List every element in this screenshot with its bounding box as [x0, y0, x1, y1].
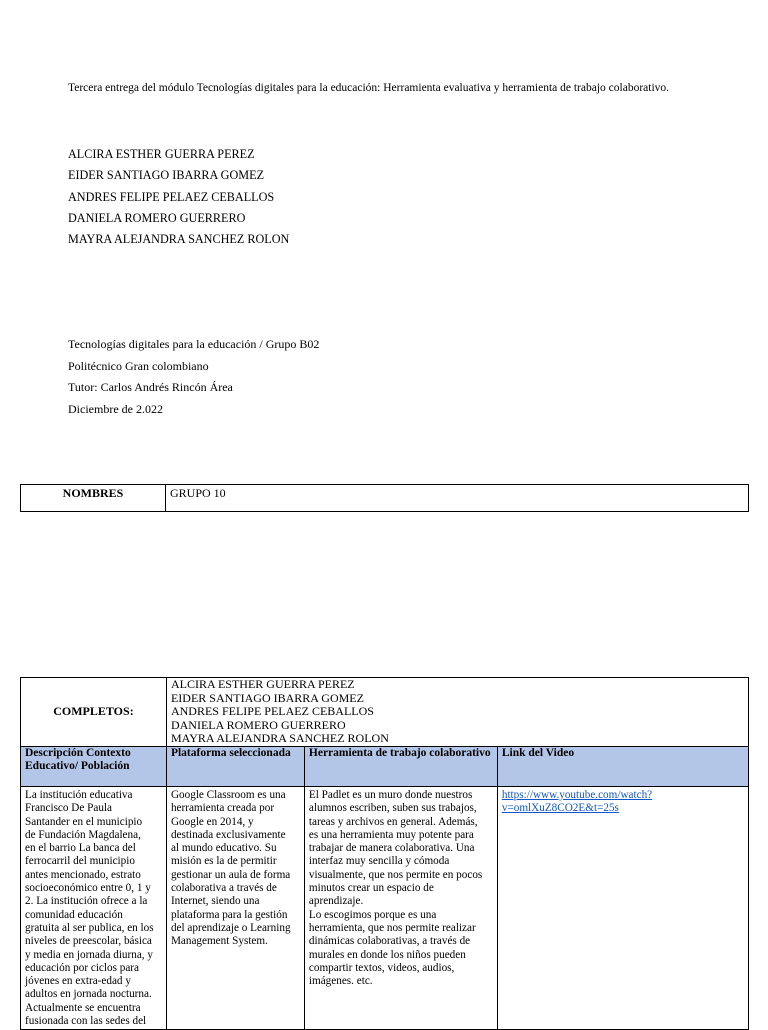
context-line: socioeconómico entre 0, 1 y [25, 882, 151, 895]
author-name: ALCIRA ESTHER GUERRA PEREZ [68, 147, 255, 161]
names-label: NOMBRES [21, 485, 166, 512]
table-row [21, 786, 749, 1029]
platform-line: Google Classroom es una [170, 788, 286, 801]
institution-name: Politécnico Gran colombiano [68, 358, 209, 373]
tool-cell [304, 786, 497, 1029]
context-line: Actualmente se encuentra [25, 1001, 141, 1014]
tool-line: dinámicas colaborativas, a través de [308, 935, 471, 948]
tool-line: compartir textos, videos, audios, [308, 961, 455, 974]
group-value: GRUPO 10 [166, 485, 749, 512]
header-tool: Herramienta de trabajo colaborativo [304, 746, 497, 786]
video-link-cell [497, 786, 748, 1029]
document-date: Diciembre de 2.022 [68, 401, 163, 416]
member-name: MAYRA ALEJANDRA SANCHEZ ROLON [170, 731, 389, 746]
context-line: educación por ciclos para [25, 961, 139, 974]
context-line: La institución educativa [25, 788, 133, 801]
tool-line: alumnos escriben, suben sus trabajos, [308, 802, 477, 815]
video-link-line: https://www.youtube.com/watch? [501, 788, 653, 801]
platform-line: Internet, siendo una [170, 895, 260, 908]
tool-line: aprendizaje. [308, 895, 364, 908]
tool-line: El Padlet es un muro donde nuestros [308, 788, 473, 801]
platform-line: Google en 2014, y [170, 815, 254, 828]
context-line: Francisco De Paula [25, 802, 112, 815]
video-link[interactable] [502, 789, 744, 816]
members-cell [166, 678, 748, 747]
table-header-row [21, 746, 749, 786]
context-line: fusionada con las sedes del [25, 1015, 147, 1028]
context-line: de Fundación Magdalena, [25, 828, 141, 841]
author-name: ANDRES FELIPE PELAEZ CEBALLOS [68, 189, 275, 204]
platform-line: misión es la de permitir [170, 855, 277, 868]
tool-line: murales en donde los niños pueden [308, 948, 466, 961]
platform-line: Management System. [170, 935, 268, 948]
author-name: EIDER SANTIAGO IBARRA GOMEZ [68, 168, 265, 183]
author-name: DANIELA ROMERO GUERRERO [68, 210, 246, 225]
context-line: y media en jornada diurna, y [25, 948, 153, 961]
member-name: EIDER SANTIAGO IBARRA GOMEZ [170, 690, 364, 705]
course-name: Tecnologías digitales para la educación / Grupo B02 [68, 337, 320, 351]
group-names-table [20, 484, 749, 512]
platform-line: destinada exclusivamente [170, 828, 286, 841]
platform-line: herramienta creada por [170, 802, 275, 815]
tool-line: visualmente, que nos permite en pocos [308, 868, 483, 881]
tutor-name: Tutor: Carlos Andrés Rincón Área [68, 380, 233, 394]
context-line: 2. La institución ofrece a la [25, 895, 148, 908]
completos-label: COMPLETOS: [21, 678, 167, 747]
context-line: en el barrio La banca del [25, 842, 136, 855]
context-line: Santander en el municipio [25, 815, 143, 828]
tool-line: herramienta, que nos permite realizar [308, 921, 476, 934]
document-title: Tercera entrega del módulo Tecnologías digitales para la educación: Herramienta evaluativa y herramienta de trabajo colaborativo. [68, 82, 670, 94]
header-video-link: Link del Video [497, 746, 748, 786]
course-info [68, 334, 319, 420]
platform-cell [166, 786, 304, 1029]
context-line: niveles de preescolar, básica [25, 935, 152, 948]
platform-line: al mundo educativo. Su [170, 842, 277, 855]
tool-line: Lo escogimos porque es una [308, 908, 437, 921]
tool-line: tareas y archivos en general. Además, [308, 815, 478, 828]
tool-line: minutos crear un espacio de [308, 882, 434, 895]
header-platform: Plataforma seleccionada [166, 746, 304, 786]
tool-line: es una herramienta muy potente para [308, 828, 474, 841]
platform-line: colaborativa a través de [170, 882, 277, 895]
header-context: Descripción Contexto Educativo/ Población [21, 746, 167, 786]
context-line: comunidad educación [25, 908, 123, 921]
platform-text [171, 789, 300, 949]
table-row [21, 678, 749, 747]
member-name: ALCIRA ESTHER GUERRA PEREZ [170, 677, 355, 691]
platform-line: plataforma para la gestión [170, 908, 288, 921]
project-table [20, 677, 749, 1030]
member-name: DANIELA ROMERO GUERRERO [170, 717, 346, 732]
platform-line: gestionar un aula de forma [170, 868, 291, 881]
tool-line: imágenes. etc. [308, 975, 373, 988]
platform-line: del aprendizaje o Learning [170, 921, 291, 934]
member-name: ANDRES FELIPE PELAEZ CEBALLOS [170, 704, 374, 719]
tool-text [309, 789, 493, 988]
author-list [68, 144, 289, 250]
table-row [21, 485, 749, 512]
context-line: gratuita al ser publica, en los [25, 921, 154, 934]
context-line: ferrocarril del municipio [25, 855, 135, 868]
context-cell [21, 786, 167, 1029]
context-line: jóvenes en extra-edad y [25, 975, 131, 988]
video-link-line: v=omlXuZ8CO2E&t=25s [501, 802, 619, 815]
context-line: adultos en jornada nocturna. [25, 988, 152, 1001]
tool-line: interfaz muy sencilla y cómoda [308, 855, 450, 868]
author-name: MAYRA ALEJANDRA SANCHEZ ROLON [68, 232, 290, 247]
context-line: antes mencionado, estrato [25, 868, 141, 881]
context-text [25, 789, 162, 1028]
tool-line: trabajar de manera colaborativa. Una [308, 842, 475, 855]
